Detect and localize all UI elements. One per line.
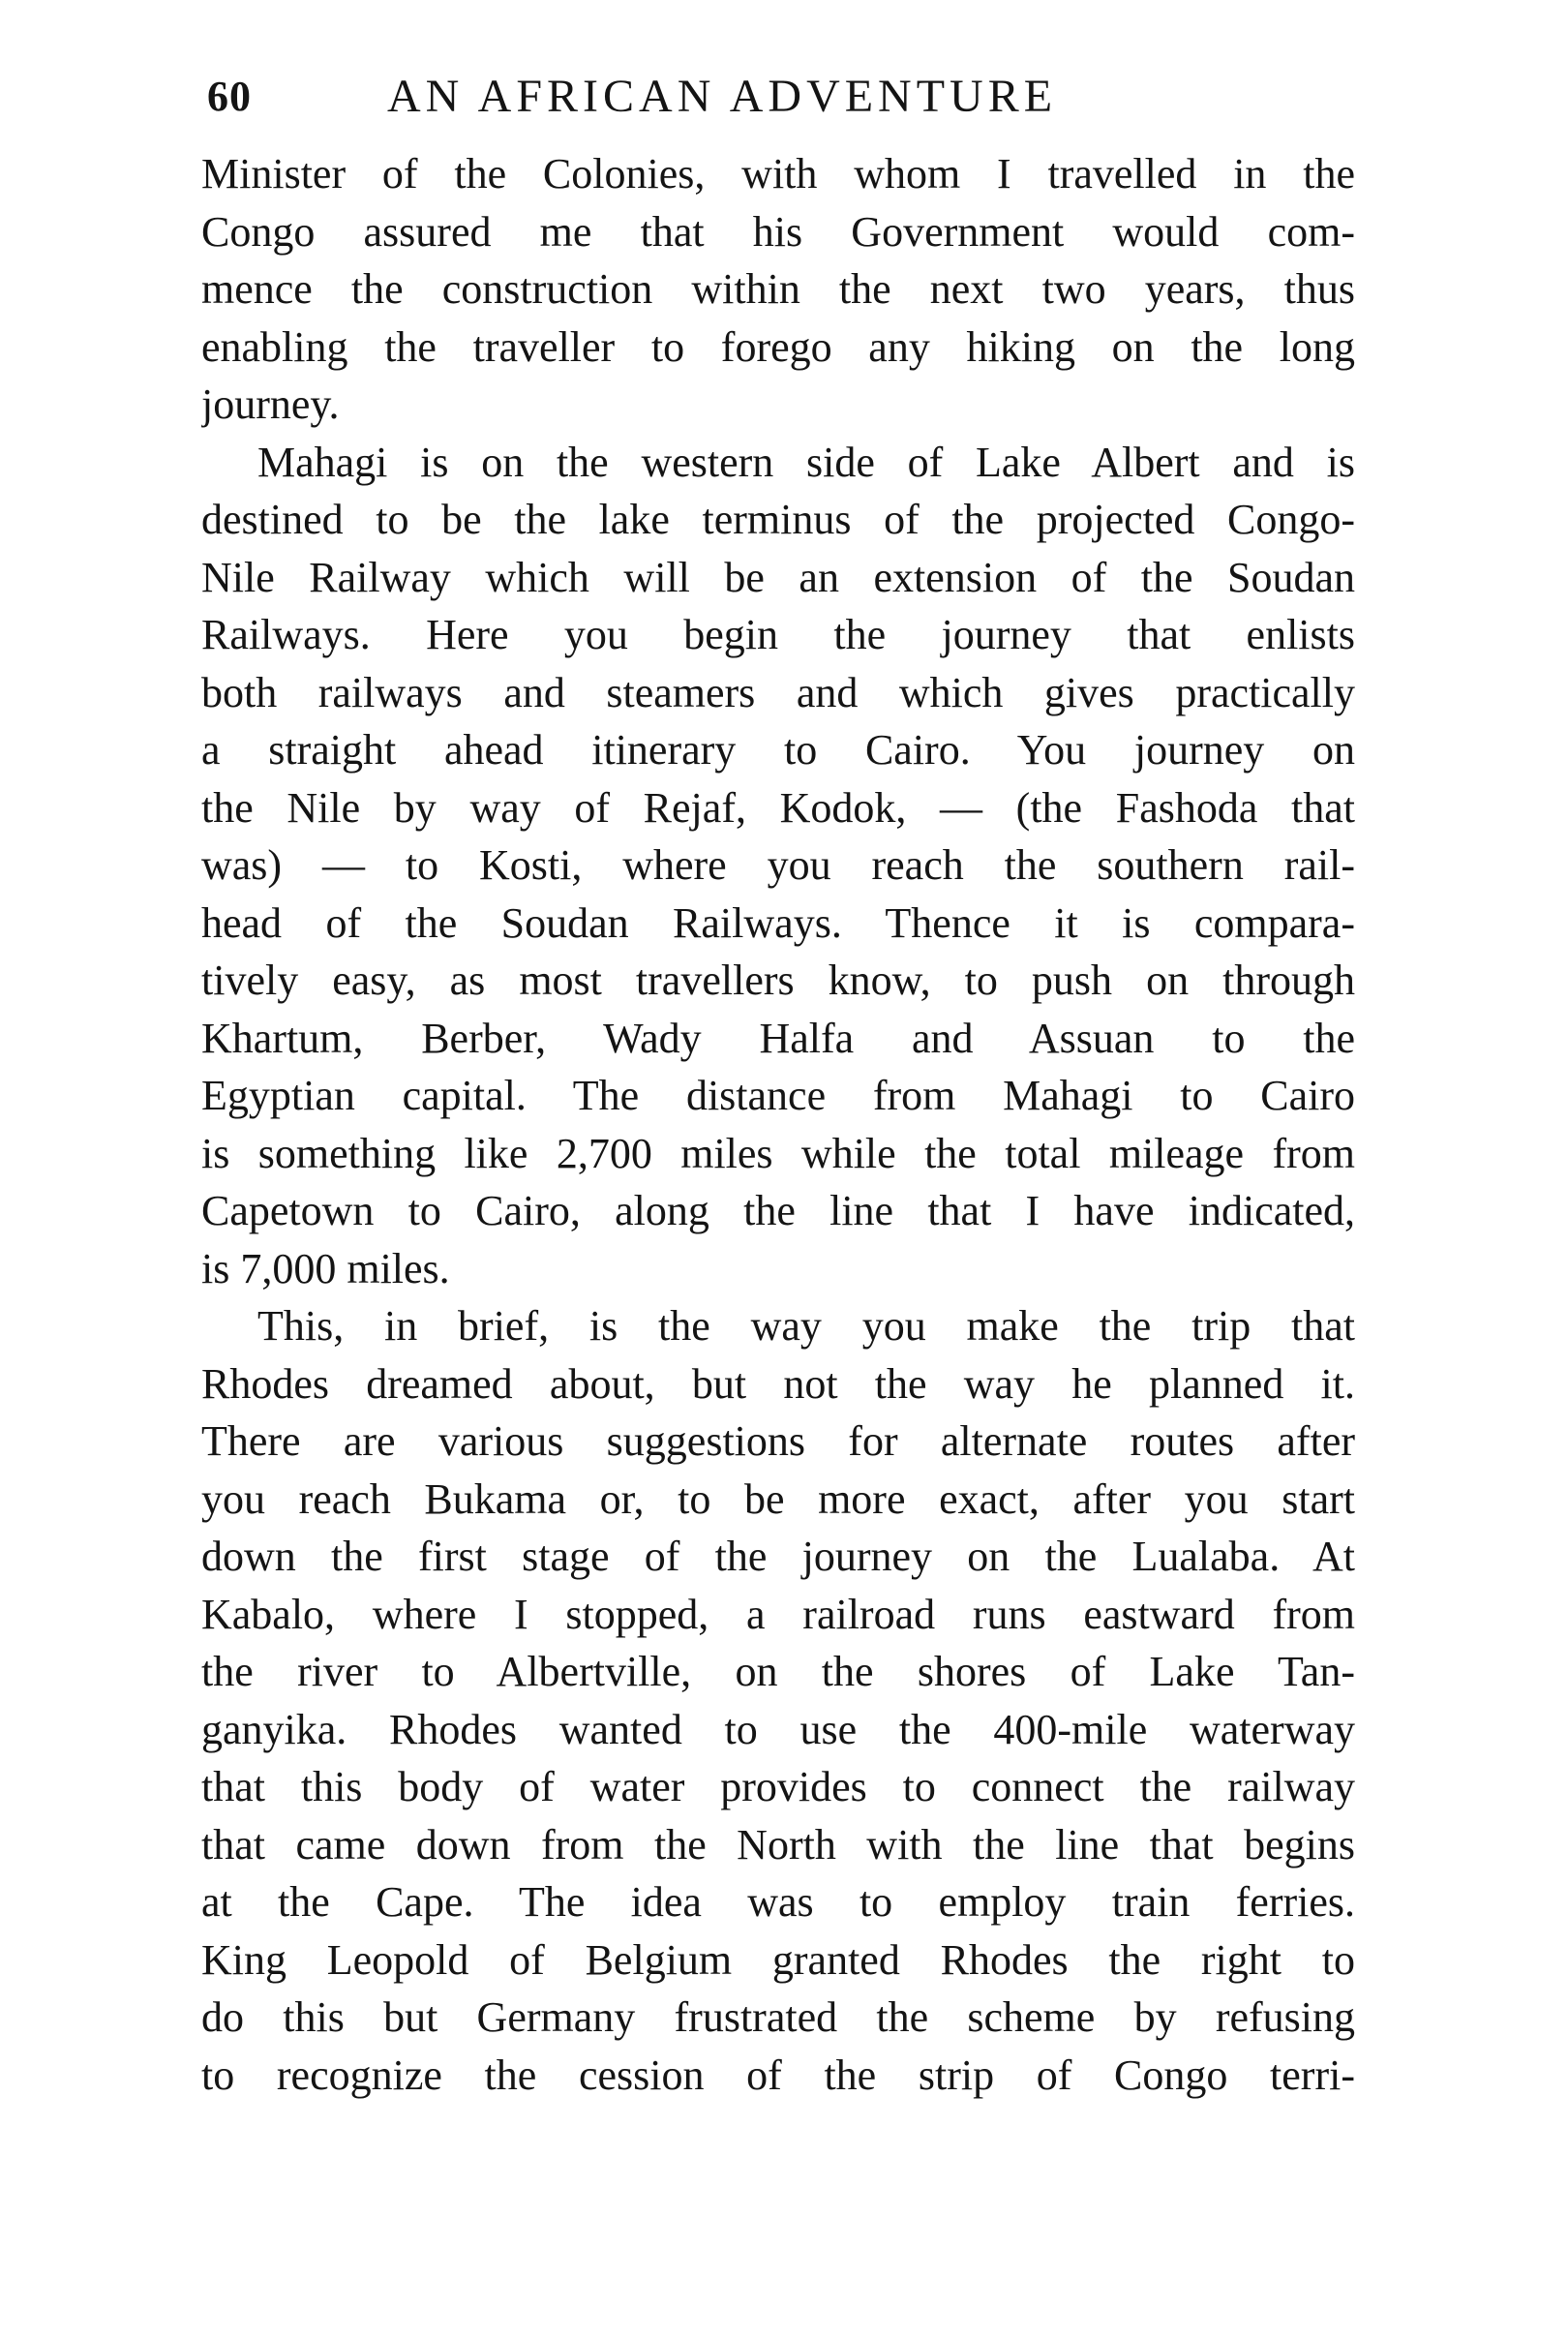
text-line: ganyika. Rhodes wanted to use the 400-mile waterway xyxy=(201,1705,1355,1753)
running-head: AN AFRICAN ADVENTURE xyxy=(387,71,1058,122)
text-line: to recognize the cession of the strip of Congo terri- xyxy=(201,2051,1355,2099)
text-line: Capetown to Cairo, along the line that I have indicated, xyxy=(201,1187,1355,1234)
text-line: that came down from the North with the line that begins xyxy=(201,1820,1355,1869)
text-line: There are various suggestions for alternate routes after xyxy=(201,1417,1355,1465)
text-line: do this but Germany frustrated the scheme by refusing xyxy=(201,1993,1355,2041)
text-line: Congo assured me that his Government would com- xyxy=(201,207,1355,256)
text-line: journey. xyxy=(201,380,340,428)
text-line: you reach Bukama or, to be more exact, after you start xyxy=(201,1474,1355,1523)
text-line: Railways. Here you begin the journey that enlists xyxy=(201,611,1355,658)
text-line: head of the Soudan Railways. Thence it is compara- xyxy=(201,898,1355,947)
text-line: is 7,000 miles. xyxy=(201,1244,450,1292)
text-line: at the Cape. The idea was to employ train ferries. xyxy=(201,1878,1355,1926)
text-line: mence the construction within the next two years, thus xyxy=(201,265,1355,313)
text-line: a straight ahead itinerary to Cairo. You journey on xyxy=(201,726,1355,774)
paragraph-3 xyxy=(201,1297,1355,2104)
text-line: enabling the traveller to forego any hiking on the long xyxy=(201,322,1355,371)
body-text xyxy=(201,145,1355,2104)
text-line: King Leopold of Belgium granted Rhodes the right to xyxy=(201,1935,1355,1984)
text-line: was) — to Kosti, where you reach the southern rail- xyxy=(201,841,1355,889)
text-line: Egyptian capital. The distance from Mahagi to Cairo xyxy=(201,1072,1355,1119)
text-line: Rhodes dreamed about, but not the way he planned it. xyxy=(201,1359,1355,1408)
text-line: that this body of water provides to connect the railway xyxy=(201,1763,1355,1810)
text-line: Kabalo, where I stopped, a railroad runs eastward from xyxy=(201,1590,1355,1638)
text-line: both railways and steamers and which gives practically xyxy=(201,668,1355,716)
text-line: the Nile by way of Rejaf, Kodok, — (the Fashoda that xyxy=(201,783,1355,832)
text-line: Mahagi is on the western side of Lake Albert and is xyxy=(257,438,1355,486)
paragraph-1 xyxy=(201,145,1355,434)
text-line: down the first stage of the journey on the Lualaba. At xyxy=(201,1533,1355,1580)
text-line: the river to Albertville, on the shores of Lake Tan- xyxy=(201,1648,1355,1695)
page-number: 60 xyxy=(207,73,252,120)
paragraph-2 xyxy=(201,434,1355,1298)
text-line: This, in brief, is the way you make the trip that xyxy=(257,1302,1355,1350)
page-header xyxy=(201,68,1355,130)
text-line: is something like 2,700 miles while the total mileage from xyxy=(201,1129,1355,1177)
text-line: tively easy, as most travellers know, to push on through xyxy=(201,957,1355,1004)
text-line: Nile Railway which will be an extension of the Soudan xyxy=(201,553,1355,601)
text-line: Khartum, Berber, Wady Halfa and Assuan to the xyxy=(201,1014,1355,1062)
text-line: Minister of the Colonies, with whom I travelled in the xyxy=(201,150,1355,198)
text-line: destined to be the lake terminus of the projected Congo- xyxy=(201,496,1355,543)
